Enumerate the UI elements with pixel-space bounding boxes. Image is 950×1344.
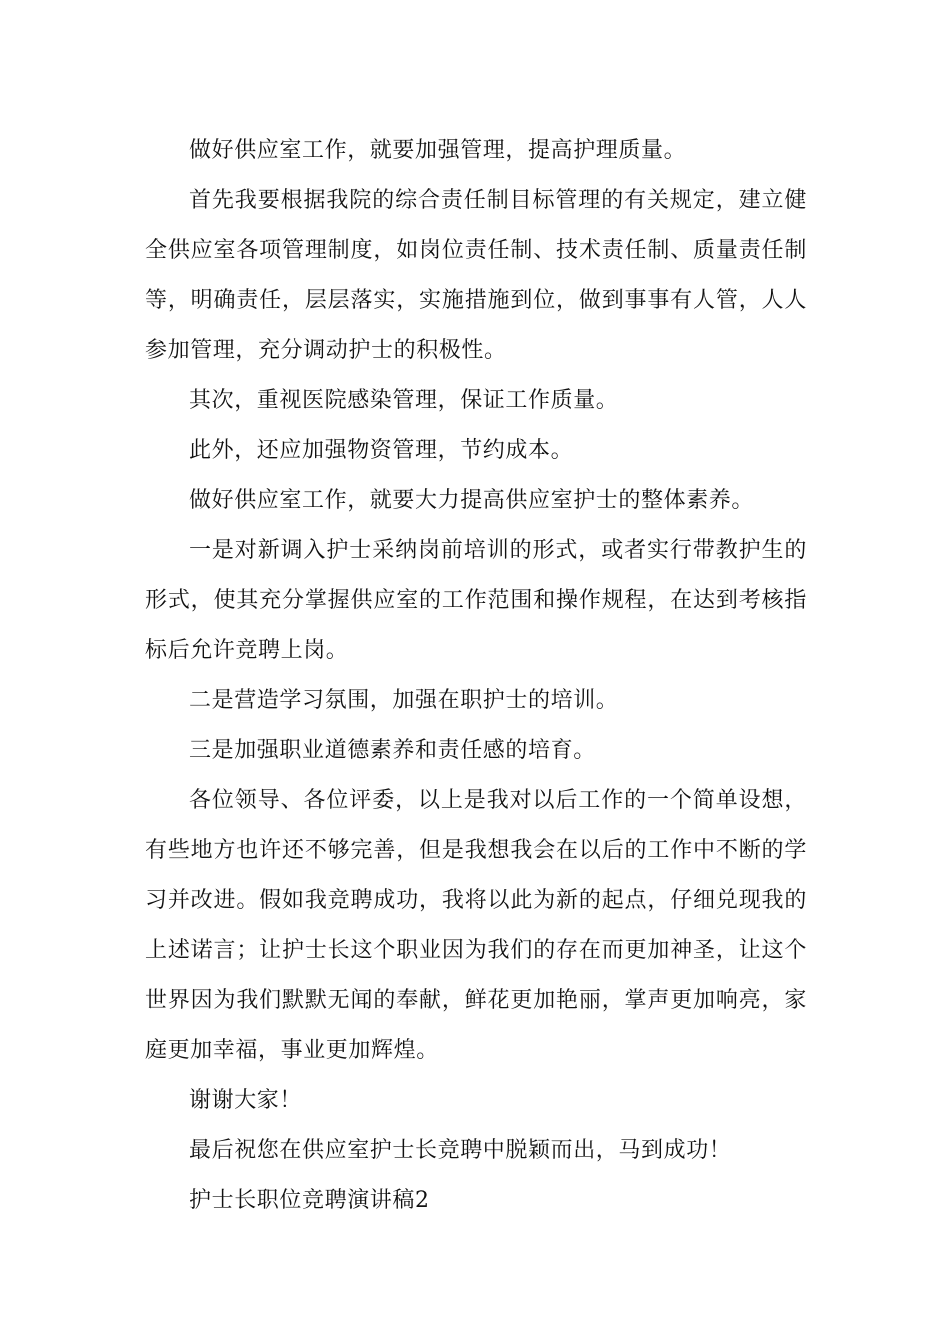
paragraph-10: 谢谢大家！ [189,1088,303,1113]
paragraph-5: 做好供应室工作，就要大力提高供应室护士的整体素养。 [189,488,755,513]
section-heading: 护士长职位竞聘演讲稿2 [189,1188,430,1213]
paragraph-4: 此外，还应加强物资管理，节约成本。 [189,438,574,463]
paragraph-9: 各位领导、各位评委，以上是我对以后工作的一个简单设想，有些地方也许还不够完善，但是我想我会在以后的工作中不断的学习并改进。假如我竞聘成功，我将以此为新的起点，仔细兑现我的上述诺言；让护士长这个职业因为我们的存在而更加神圣，让这个世界因为我们默默无闻的奉献，鲜花更加艳丽，掌声更加响亮，家庭更加幸福，事业更加辉煌。 [145,788,807,1063]
paragraph-7: 二是营造学习氛围，加强在职护士的培训。 [189,688,619,713]
paragraph-11: 最后祝您在供应室护士长竞聘中脱颖而出，马到成功！ [189,1138,732,1163]
paragraph-8: 三是加强职业道德素养和责任感的培育。 [189,738,596,763]
document-body [145,126,807,1226]
paragraph-6: 一是对新调入护士采纳岗前培训的形式，或者实行带教护生的形式，使其充分掌握供应室的工作范围和操作规程，在达到考核指标后允许竞聘上岗。 [145,538,807,663]
paragraph-1: 做好供应室工作，就要加强管理，提高护理质量。 [189,138,687,163]
paragraph-2: 首先我要根据我院的综合责任制目标管理的有关规定，建立健全供应室各项管理制度，如岗位责任制、技术责任制、质量责任制等，明确责任，层层落实，实施措施到位，做到事事有人管，人人参加管理，充分调动护士的积极性。 [145,188,807,363]
paragraph-3: 其次，重视医院感染管理，保证工作质量。 [189,388,619,413]
